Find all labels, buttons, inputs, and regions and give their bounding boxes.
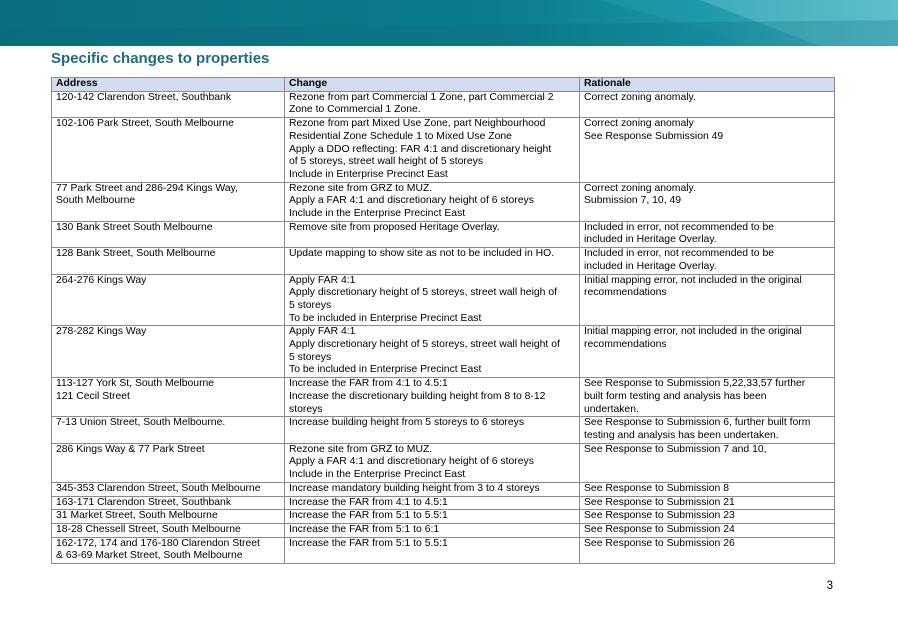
rationale-cell: Included in error, not recommended to be included in Heritage Overlay. [580,248,835,274]
change-cell: Apply FAR 4:1 Apply discretionary height of 5 storeys, street wall heigh of 5 storeys To be included in Enterprise Precinct East [285,274,580,326]
column-header-change: Change [285,78,580,92]
table-row [52,274,835,326]
table-row [52,248,835,274]
address-cell: 102-106 Park Street, South Melbourne [52,118,285,183]
address-cell: 120-142 Clarendon Street, Southbank [52,91,285,117]
change-cell: Increase building height from 5 storeys to 6 storeys [285,417,580,443]
rationale-cell: See Response to Submission 23 [580,510,835,524]
address-cell: 163-171 Clarendon Street, Southbank [52,496,285,510]
rationale-cell: See Response to Submission 26 [580,537,835,563]
column-header-rationale: Rationale [580,78,835,92]
address-cell: 278-282 Kings Way [52,326,285,378]
table-row [52,510,835,524]
rationale-cell: See Response to Submission 7 and 10, [580,443,835,482]
change-cell: Rezone site from GRZ to MUZ. Apply a FAR 4:1 and discretionary height of 6 storeys Include in the Enterprise Precinct East [285,182,580,221]
address-cell: 345-353 Clarendon Street, South Melbourne [52,482,285,496]
address-cell: 7-13 Union Street, South Melbourne. [52,417,285,443]
change-cell: Apply FAR 4:1 Apply discretionary height of 5 storeys, street wall height of 5 storeys To be included in Enterprise Precinct East [285,326,580,378]
table-row [52,482,835,496]
table-row [52,91,835,117]
header-banner [0,0,898,46]
address-cell: 130 Bank Street South Melbourne [52,221,285,247]
table-row [52,537,835,563]
address-cell: 162-172, 174 and 176-180 Clarendon Street & 63-69 Market Street, South Melbourne [52,537,285,563]
column-header-address: Address [52,78,285,92]
rationale-cell: See Response to Submission 6, further built form testing and analysis has been undertaken. [580,417,835,443]
rationale-cell: Initial mapping error, not included in the original recommendations [580,326,835,378]
table-row [52,118,835,183]
rationale-cell: Correct zoning anomaly See Response Submission 49 [580,118,835,183]
address-cell: 264-276 Kings Way [52,274,285,326]
rationale-cell: See Response to Submission 21 [580,496,835,510]
rationale-cell: See Response to Submission 24 [580,523,835,537]
page-number: 3 [826,580,833,592]
address-cell: 113-127 York St, South Melbourne 121 Cecil Street [52,378,285,417]
table-row [52,326,835,378]
change-cell: Increase the FAR from 4:1 to 4.5:1 Increase the discretionary building height from 8 to 8-12 storeys [285,378,580,417]
table-row [52,378,835,417]
table-row [52,417,835,443]
rationale-cell: See Response to Submission 8 [580,482,835,496]
change-cell: Update mapping to show site as not to be included in HO. [285,248,580,274]
address-cell: 128 Bank Street, South Melbourne [52,248,285,274]
rationale-cell: Initial mapping error, not included in the original recommendations [580,274,835,326]
change-cell: Rezone site from GRZ to MUZ. Apply a FAR 4:1 and discretionary height of 6 storeys Include in the Enterprise Precinct East [285,443,580,482]
address-cell: 77 Park Street and 286-294 Kings Way, South Melbourne [52,182,285,221]
page-title: Specific changes to properties [51,50,270,67]
address-cell: 286 Kings Way & 77 Park Street [52,443,285,482]
properties-table [51,77,835,564]
change-cell: Remove site from proposed Heritage Overlay. [285,221,580,247]
change-cell: Increase mandatory building height from 3 to 4 storeys [285,482,580,496]
table-header-row [52,78,835,92]
change-cell: Increase the FAR from 4:1 to 4.5:1 [285,496,580,510]
change-cell: Increase the FAR from 5:1 to 5.5:1 [285,537,580,563]
change-cell: Rezone from part Commercial 1 Zone, part Commercial 2 Zone to Commercial 1 Zone. [285,91,580,117]
rationale-cell: Correct zoning anomaly. Submission 7, 10, 49 [580,182,835,221]
change-cell: Rezone from part Mixed Use Zone, part Neighbourhood Residential Zone Schedule 1 to Mixed Use Zone Apply a DDO reflecting: FAR 4:1 and discretionary height of 5 storeys, street wall height of 5 storeys Include in Enterprise Precinct East [285,118,580,183]
table-row [52,182,835,221]
table-row [52,443,835,482]
table-row [52,496,835,510]
address-cell: 18-28 Chessell Street, South Melbourne [52,523,285,537]
change-cell: Increase the FAR from 5:1 to 5.5:1 [285,510,580,524]
address-cell: 31 Market Street, South Melbourne [52,510,285,524]
banner-decoration [0,0,898,46]
table-row [52,221,835,247]
rationale-cell: Included in error, not recommended to be included in Heritage Overlay. [580,221,835,247]
rationale-cell: Correct zoning anomaly. [580,91,835,117]
table-body [52,91,835,563]
table-row [52,523,835,537]
rationale-cell: See Response to Submission 5,22,33,57 further built form testing and analysis has been undertaken. [580,378,835,417]
change-cell: Increase the FAR from 5:1 to 6:1 [285,523,580,537]
